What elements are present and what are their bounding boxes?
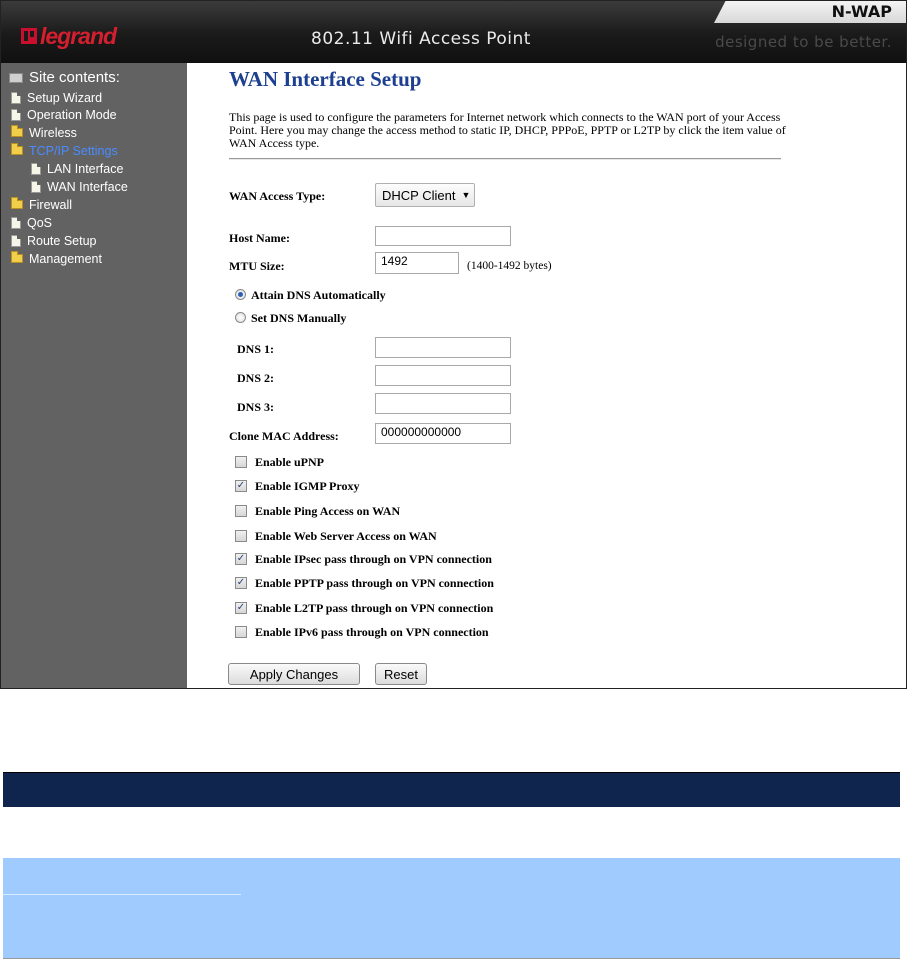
site-contents-label: Site contents: [29,69,120,86]
header-banner [1,1,906,63]
section-header-bar [3,772,900,807]
enable-igmp-proxy-checkbox[interactable]: ✓ [236,480,246,491]
legrand-logo-icon [21,28,37,44]
enable-igmp-proxy-label: Enable IGMP Proxy [255,479,360,493]
enable-ipsec-passthrough-label: Enable IPsec pass through on VPN connection [255,552,492,566]
mtu-size-input[interactable]: 1492 [375,252,459,274]
sidebar-item-tcpip-settings[interactable] [11,142,118,159]
sidebar-item-management[interactable] [11,250,102,267]
document-icon [31,163,41,175]
page-title: WAN Interface Setup [229,67,422,91]
sidebar-item-firewall[interactable] [11,196,72,213]
wan-access-type-value: DHCP Client [382,187,456,203]
dns3-input[interactable] [375,393,511,414]
enable-ping-access-checkbox[interactable] [235,505,247,517]
enable-l2tp-passthrough-label: Enable L2TP pass through on VPN connection [255,601,494,615]
sidebar-item-route-setup[interactable] [11,232,97,249]
enable-web-server-access-checkbox[interactable] [235,530,247,542]
reset-button[interactable]: Reset [375,663,427,685]
header-title: 802.11 Wifi Access Point [311,29,531,49]
brand-logo [21,22,117,49]
document-icon [11,109,21,121]
dns1-input[interactable] [375,337,511,358]
enable-ipsec-passthrough-checkbox[interactable]: ✓ [236,553,246,564]
enable-ping-access-label: Enable Ping Access on WAN [255,504,401,518]
folder-icon [11,254,23,263]
apply-changes-button[interactable]: Apply Changes [228,663,360,685]
wan-access-type-label: WAN Access Type: [229,189,326,203]
sidebar-item-setup-wizard[interactable] [11,89,102,106]
tagline: designed to be better. [715,33,892,51]
main-content [187,63,906,689]
computer-icon [9,73,23,83]
enable-pptp-passthrough-checkbox[interactable]: ✓ [236,577,246,588]
document-icon [11,92,21,104]
page-description: This page is used to configure the parameters for Internet network which connects to the WAN port of your Access Point. Here you may change the access method to static IP, DHCP, PPPoE, PPTP or L2TP by click the item value of WAN Access type. [229,110,786,150]
sidebar-item-label: Wireless [29,125,77,140]
sidebar-item-label: WAN Interface [47,179,128,194]
divider [229,158,781,160]
enable-ipv6-passthrough-checkbox[interactable] [235,626,247,638]
document-icon [11,235,21,247]
enable-upnp-label: Enable uPNP [255,455,325,469]
folder-open-icon [11,146,23,155]
chevron-down-icon: ▼ [461,190,471,200]
brand-logo-text: legrand [40,22,117,49]
document-icon [31,181,41,193]
dns2-input[interactable] [375,365,511,386]
attain-dns-label: Attain DNS Automatically [251,288,386,302]
sidebar-item-label: QoS [27,215,53,230]
sidebar-item-operation-mode[interactable] [11,106,117,123]
document-icon [11,217,21,229]
table-header-band [3,858,900,958]
sidebar-navigation [1,63,187,689]
sidebar-item-label: LAN Interface [47,161,124,176]
mtu-size-label: MTU Size: [229,259,285,273]
dns3-label: DNS 3: [237,400,275,414]
folder-icon [11,128,23,137]
sidebar-item-label: TCP/IP Settings [29,143,118,158]
sidebar-item-lan-interface[interactable] [31,160,123,177]
host-name-input[interactable] [375,226,511,246]
enable-web-server-access-label: Enable Web Server Access on WAN [255,529,437,543]
dns2-label: DNS 2: [237,371,275,385]
sidebar-item-label: Management [29,251,102,266]
bottom-rule [3,958,900,959]
sidebar-item-wireless[interactable] [11,124,77,141]
product-name: N-WAP [831,2,892,21]
sidebar-item-qos[interactable] [11,214,52,231]
set-dns-manually-label: Set DNS Manually [251,311,347,325]
enable-l2tp-passthrough-checkbox[interactable]: ✓ [236,602,246,613]
table-divider [3,894,241,895]
sidebar-item-label: Route Setup [27,233,97,248]
attain-dns-radio[interactable] [235,289,246,300]
site-contents-root [9,69,120,86]
sidebar-item-label: Firewall [29,197,73,212]
enable-pptp-passthrough-label: Enable PPTP pass through on VPN connection [255,576,494,590]
sidebar-item-wan-interface[interactable] [31,178,128,195]
enable-ipv6-passthrough-label: Enable IPv6 pass through on VPN connection [255,625,489,639]
dns1-label: DNS 1: [237,342,275,356]
set-dns-manually-radio[interactable] [235,312,246,323]
mtu-size-hint: (1400-1492 bytes) [467,260,552,272]
clone-mac-input[interactable]: 000000000000 [375,423,511,444]
sidebar-item-label: Operation Mode [27,107,117,122]
host-name-label: Host Name: [229,231,290,245]
clone-mac-label: Clone MAC Address: [229,429,339,443]
enable-upnp-checkbox[interactable] [235,456,247,468]
wan-access-type-select[interactable] [375,183,475,207]
folder-icon [11,200,23,209]
sidebar-item-label: Setup Wizard [27,90,103,105]
